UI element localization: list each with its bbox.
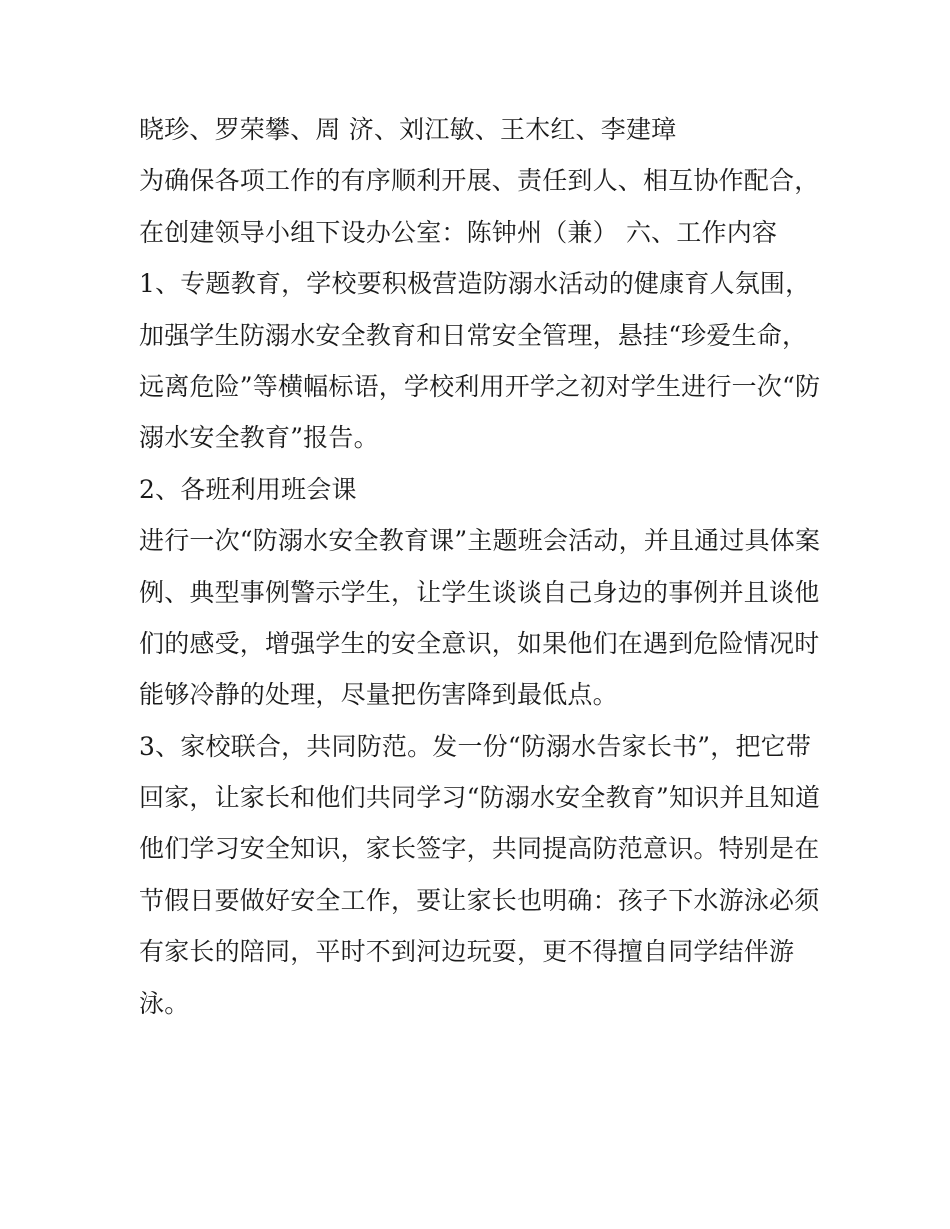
- text-line: 们的感受，增强学生的安全意识，如果他们在遇到危险情况时: [139, 628, 820, 658]
- text-line: 远离危险”等横幅标语，学校利用开学之初对学生进行一次“防: [139, 371, 821, 401]
- text-line: 回家，让家长和他们共同学习“防溺水安全教育”知识并且知道: [139, 783, 821, 813]
- text-line: 3、家校联合，共同防范。发一份“防溺水告家长书”，把它带: [139, 731, 812, 761]
- text-line: 例、典型事例警示学生，让学生谈谈自己身边的事例并且谈他: [139, 577, 820, 607]
- text-line: 溺水安全教育”报告。: [139, 423, 379, 453]
- text-line: 他们学习安全知识，家长签字，共同提高防范意识。特别是在: [139, 834, 820, 864]
- text-line: 加强学生防溺水安全教育和日常安全管理，悬挂“珍爱生命，: [139, 320, 808, 350]
- text-line: 有家长的陪同，平时不到河边玩耍，更不得擅自同学结伴游: [139, 937, 795, 967]
- text-line: 晓珍、罗荣攀、周 济、刘江敏、王木红、李建璋: [139, 115, 677, 144]
- text-line: 1、专题教育，学校要积极营造防溺水活动的健康育人氛围，: [139, 269, 811, 299]
- text-line: 泳。: [139, 988, 190, 1018]
- text-line: 2、各班利用班会课: [139, 474, 357, 504]
- text-line: 能够冷静的处理，尽量把伤害降到最低点。: [139, 680, 618, 710]
- text-line: 在创建领导小组下设办公室：陈钟州（兼） 六、工作内容: [139, 217, 778, 247]
- text-line: 进行一次“防溺水安全教育课”主题班会活动，并且通过具体案: [139, 526, 821, 556]
- document-body: [139, 108, 829, 1033]
- text-line: 为确保各项工作的有序顺利开展、责任到人、相互协作配合，: [139, 166, 820, 196]
- text-line: 节假日要做好安全工作，要让家长也明确：孩子下水游泳必须: [139, 885, 820, 915]
